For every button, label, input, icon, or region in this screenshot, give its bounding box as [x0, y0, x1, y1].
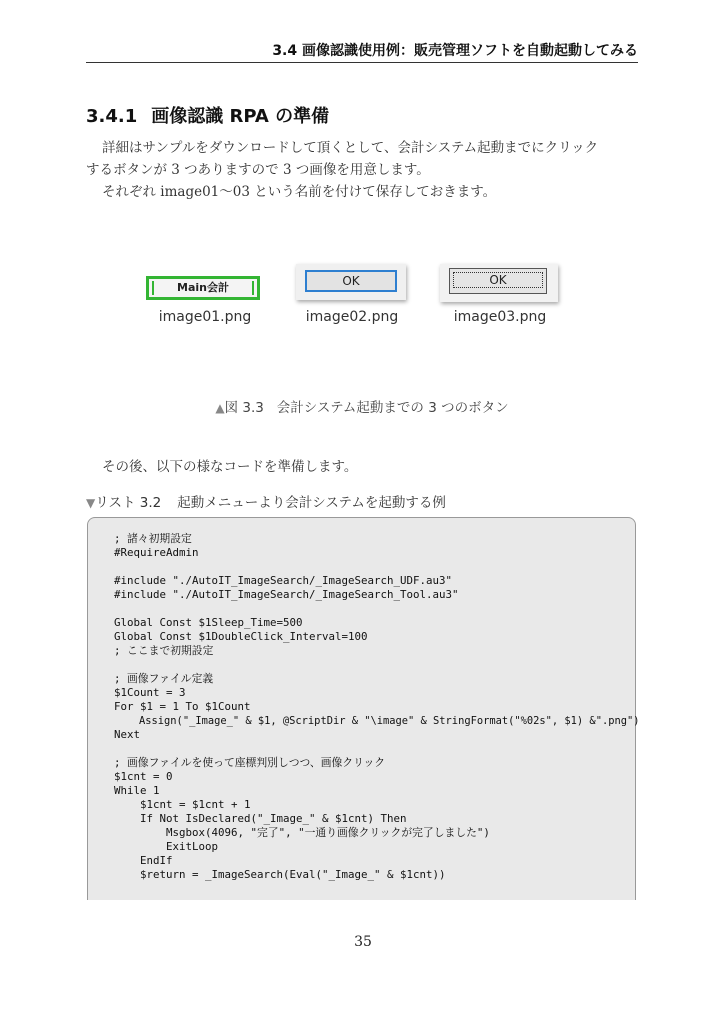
figure-caption [86, 396, 638, 416]
code-line: Assign("_Image_" & $1, @ScriptDir & "\image" & StringFormat("%02s", $1) &".png") [114, 715, 640, 727]
code-line: Next [114, 728, 141, 741]
code-line: $1cnt = $1cnt + 1 [114, 798, 251, 811]
code-line: $1cnt = 0 [114, 770, 173, 783]
page-number: 35 [354, 934, 372, 950]
code-listing [87, 517, 640, 900]
figure-label: 図 3.3 [224, 400, 264, 416]
code-line: For $1 = 1 To $1Count [114, 700, 251, 713]
code-line: ExitLoop [114, 840, 219, 853]
code-line: #include "./AutoIT_ImageSearch/_ImageSearch_Tool.au3" [114, 588, 459, 601]
listing-label: リスト 3.2 [95, 495, 162, 511]
listing-caption [86, 491, 446, 511]
section-number: 3.4.1 [86, 106, 138, 127]
running-header: 3.4 画像認識使用例：販売管理ソフトを自動起動してみる [86, 40, 638, 63]
code-line: ; 画像ファイル定義 [114, 672, 214, 685]
section-heading [86, 102, 329, 128]
code-line: #include "./AutoIT_ImageSearch/_ImageSearch_UDF.au3" [114, 574, 453, 587]
figure-image01 [146, 264, 264, 325]
main-kaikei-button-image: Main会計 [146, 276, 260, 300]
code-line: EndIf [114, 854, 173, 867]
code-line: #RequireAdmin [114, 546, 199, 559]
image01-filename: image01.png [158, 309, 252, 325]
code-line: Msgbox(4096, "完了", "一通り画像クリックが完了しました") [114, 826, 490, 839]
code-line: ; 画像ファイルを使って座標判別しつつ、画像クリック [114, 756, 386, 769]
code-line: While 1 [114, 784, 160, 797]
ok-button-classic-image [449, 268, 547, 294]
image03-filename: image03.png [453, 309, 547, 325]
ok-button-label: OK [453, 272, 543, 288]
triangle-up-icon: ▲ [215, 401, 225, 415]
figure-image02 [296, 264, 408, 325]
intro-line-2: するボタンが 3 つありますので 3 つ画像を用意します。 [86, 162, 430, 178]
figure-image03 [440, 264, 560, 325]
code-line: $return = _ImageSearch(Eval("_Image_" & $1cnt)) [114, 868, 446, 881]
code-line: Global Const $1Sleep_Time=500 [114, 616, 303, 629]
code-intro-paragraph: その後、以下の様なコードを準備します。 [102, 459, 358, 475]
image02-filename: image02.png [305, 309, 399, 325]
section-title: 画像認識 RPA の準備 [151, 106, 330, 127]
ok-button-frame [440, 264, 558, 302]
naming-paragraph: それぞれ image01〜03 という名前を付けて保存しておきます。 [102, 184, 497, 200]
ok-button-frame [296, 264, 406, 300]
intro-paragraph [86, 137, 646, 181]
listing-caption-text: 起動メニューより会計システムを起動する例 [177, 495, 446, 511]
code-line: Global Const $1DoubleClick_Interval=100 [114, 630, 368, 643]
code-line: ; 諸々初期設定 [114, 532, 192, 545]
intro-line-1: 詳細はサンプルをダウンロードして頂くとして、会計システム起動までにクリック [102, 140, 599, 156]
code-line: $1Count = 3 [114, 686, 186, 699]
triangle-down-icon: ▼ [86, 496, 96, 510]
code-line: If Not IsDeclared("_Image_" & $1cnt) Then [114, 812, 407, 825]
figure-caption-text: 会計システム起動までの 3 つのボタン [276, 400, 509, 416]
ok-button-focused-image: OK [305, 270, 397, 292]
code-line: ; ここまで初期設定 [114, 644, 214, 657]
